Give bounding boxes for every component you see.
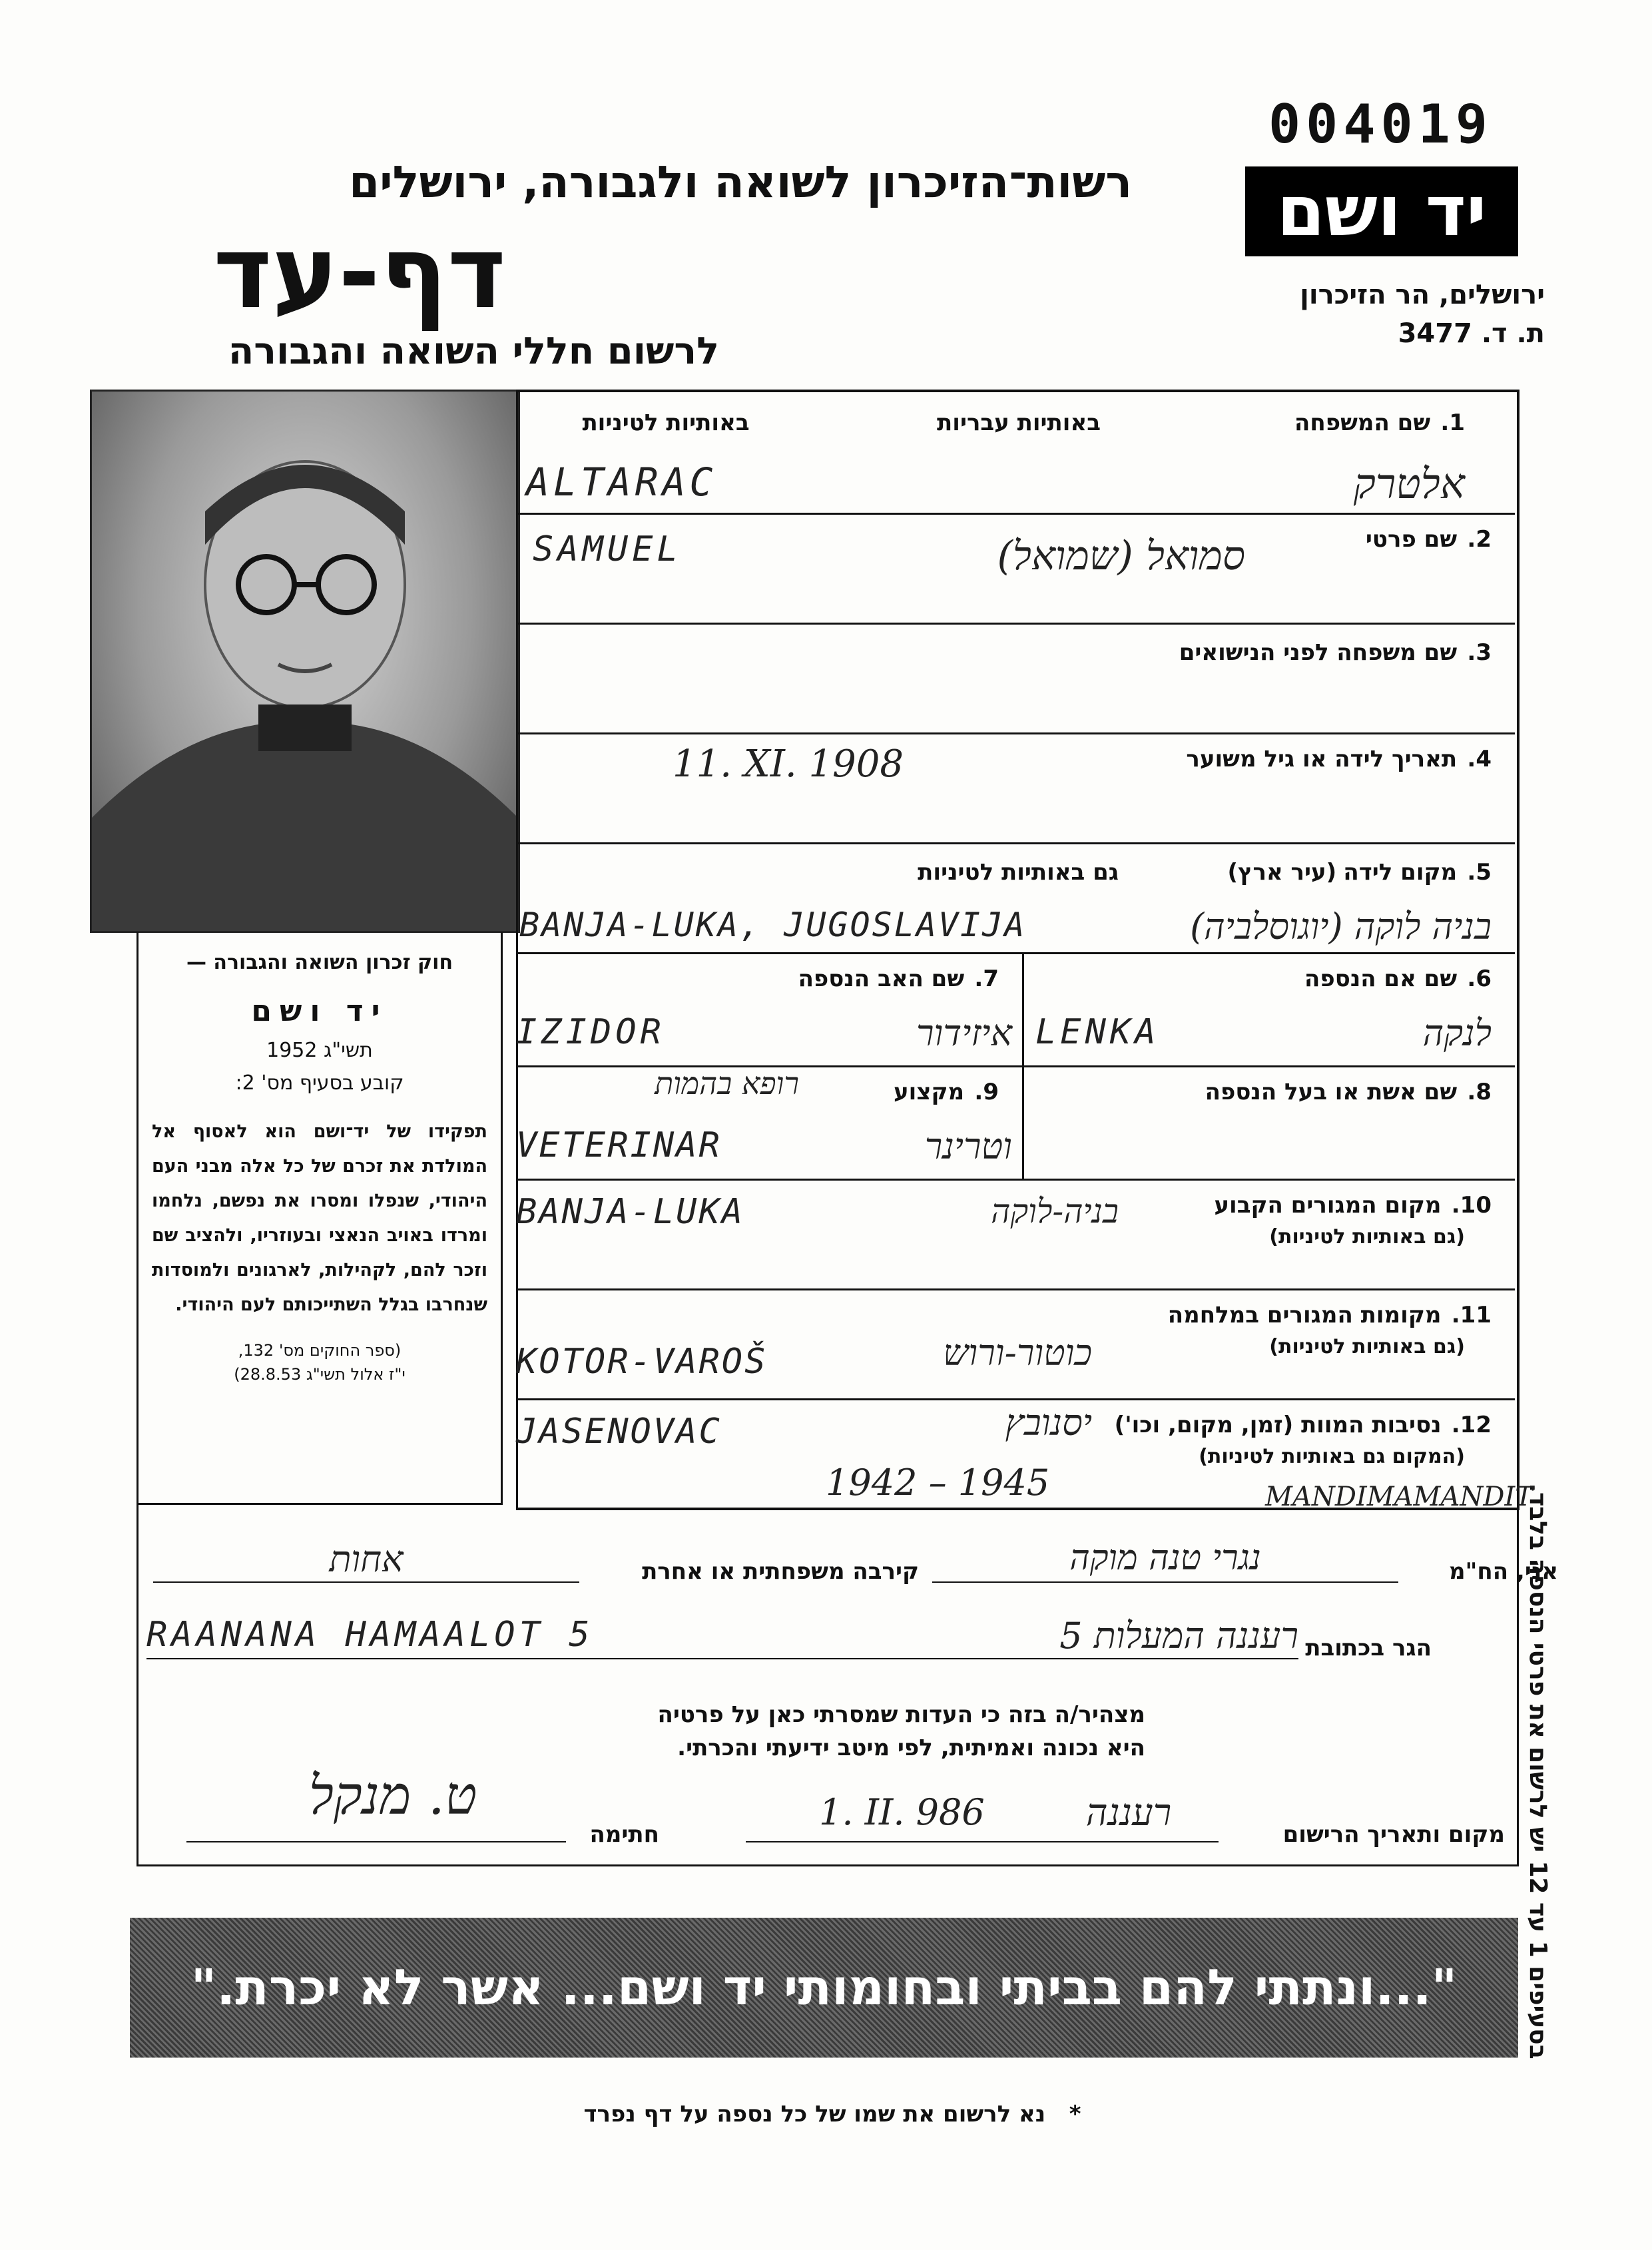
field-1-header [1225,410,1465,436]
field-12-note: (המקום גם באותיות לטיניות) [1199,1445,1465,1468]
field-number: 9. [974,1079,999,1105]
field-7-latin-value[interactable]: IZIDOR [516,1012,665,1052]
declarant-name[interactable]: נגרי טנה מוקה [1069,1538,1261,1578]
registration-date[interactable]: 1. II. 986 [819,1791,985,1833]
field-number: 11. [1451,1302,1492,1328]
field-label: מקומות המגורים במלחמה [1167,1302,1442,1328]
field-2-hebrew-value[interactable]: סמואל (שמואל) [997,533,1245,579]
authority-line: רשות־הזיכרון לשואה ולגבורה, ירושלים [349,156,1132,208]
field-5-note: גם באותיות לטיניות [918,859,1119,886]
field-1-latin-value[interactable]: ALTARAC [526,459,717,505]
field-label: מקום המגורים הקבוע [1214,1192,1442,1219]
relation-label: קירבה משפחתית או אחרת [642,1558,919,1585]
registration-place[interactable]: רעננה [1085,1791,1172,1834]
page-title: דף-עד [213,215,506,331]
quote-banner: "...ונתתי להם בביתי ובחומותי יד ושם... אשר לא יכרת." [130,1918,1518,2058]
field-10-latin-value[interactable]: BANJA-LUKA [516,1192,745,1232]
field-5-hebrew-value[interactable]: בניה לוקה (יוגוסלביה) [1190,906,1492,948]
law-reference-2: י"ז אלול תשי"ג 28.8.53) [234,1365,406,1384]
field-10-header [1132,1192,1492,1219]
field-11-latin-value[interactable]: KOTOR-VAROŠ [516,1342,768,1382]
declaration-line-1: מצהיר/ה בזה כי העדות שמסרתי כאן על פרטיה [657,1701,1145,1728]
place-date-label: מקום ותאריך הרישום [1282,1821,1505,1848]
declarant-label-i: אני, הח"מ [1449,1558,1558,1585]
field-10-hebrew-value[interactable]: בניה-לוקה [991,1192,1119,1231]
field-12-hebrew-value[interactable]: יסנובץ [1005,1402,1092,1444]
field-number: 8. [1467,1079,1492,1105]
field-label: שם אשת או בעל הנספה [1205,1079,1458,1105]
field-7-header [533,966,999,992]
field-4-value[interactable]: 11. XI. 1908 [673,742,904,786]
field-9-hebrew-value[interactable]: וטרינר [924,1125,1012,1167]
field-9-header [799,1079,999,1105]
footer-text: נא לרשום את שמו של כל נספה על דף נפרד [583,2101,1046,2127]
field-11-note: (גם באותיות לטיניות) [1269,1335,1465,1358]
field-1-hebrew-value[interactable]: אלטרק [1353,459,1465,508]
portrait-photo [90,390,520,933]
field-number: 5. [1467,859,1492,886]
field-2-latin-value[interactable]: SAMUEL [533,529,682,569]
law-clause: קובע בסעיף מס' 2: [235,1071,404,1095]
logo-address-1: ירושלים, הר הזיכרון [1300,280,1545,310]
address-latin[interactable]: RAANANA HAMAALOT 5 [146,1615,594,1655]
field-label: מקצוע [893,1079,965,1105]
field-3-header [999,639,1492,666]
field-11-hebrew-value[interactable]: כוטור-ורוש [943,1332,1092,1374]
declaration-line-2: היא נכונה ואמיתית, לפי מיטב ידיעתי והכרתי. [677,1735,1145,1761]
field-label: שם פרטי [1365,526,1458,553]
field-number: 6. [1467,966,1492,992]
field-number: 4. [1467,746,1492,772]
law-year: תשי"ג 1952 [266,1039,373,1062]
field-label: שם המשפחה [1294,410,1431,436]
page-subtitle: לרשום חללי השואה והגבורה [228,330,719,373]
field-2-header [1225,526,1492,553]
serial-number: 004019 [1268,93,1493,155]
field-9-annotation[interactable]: רופא בהמות [655,1065,799,1101]
relation-value[interactable]: אחות [329,1538,404,1580]
field-number: 7. [974,966,999,992]
address-label: הגר בכתובת [1305,1635,1432,1661]
field-label: שם אם הנספה [1304,966,1458,992]
logo-address-2: ת. ד. 3477 [1398,318,1545,349]
field-number: 2. [1467,526,1492,553]
signature[interactable]: ט. מנקל [308,1765,477,1827]
footer-note [466,2101,1199,2127]
field-label: מקום לידה [1343,859,1458,886]
law-text: תפקידו של יד־ושם הוא לאסוף אל המולדת את זכרם של כל אלה מבני העם היהודי, שנפלו ומסרו את נפשם, נלחמו ומרדו באויב הנאצי ובעוזריו, ולהציב שם וזכר להם, לקהילות, לארגונים ולמוסדות שנחרבו בגלל השתייכותם לעם היהודי. [152,1121,487,1315]
field-label: שם משפחה לפני הנישואים [1179,639,1458,666]
field-number: 10. [1451,1192,1492,1219]
law-heading: חוק זכרון השואה והגבורה — [186,951,453,974]
field-label-note: (עיר ארץ) [1227,859,1337,886]
side-note: בסעיפים 1 עד 12 יש לרשום את פרטי הנספה בלבד. [1524,1483,1551,2060]
portrait-figure-icon [92,392,518,931]
column-latin: באותיות לטיניות [582,410,750,436]
field-label: תאריך לידה או גיל משוער [1186,746,1458,772]
yad-vashem-logo: יד ושם [1245,166,1518,256]
field-10-note: (גם באותיות לטיניות) [1269,1225,1465,1249]
field-5-latin-value[interactable]: BANJA-LUKA, JUGOSLAVIJA [519,906,1027,944]
law-reference-1: (ספר החוקים מס' 132, [238,1341,402,1360]
field-label: נסיבות המוות (זמן, מקום, וכו') [1114,1412,1442,1438]
field-11-header [1092,1302,1492,1328]
field-number: 3. [1467,639,1492,666]
field-label: שם האב הנספה [798,966,965,992]
address-hebrew[interactable]: רעננה המעלות 5 [1059,1615,1298,1657]
field-4-header [999,746,1492,772]
footer-star: * [1069,2101,1081,2127]
field-12-years[interactable]: 1942 – 1945 [826,1462,1050,1504]
field-number: 12. [1451,1412,1492,1438]
declarant-name-overflow[interactable]: MANDIMAMANDIT [1265,1482,1533,1512]
field-6-header [1039,966,1492,992]
field-6-hebrew-value[interactable]: לנקה [1422,1012,1492,1054]
field-9-latin-value[interactable]: VETERINAR [516,1125,722,1165]
field-6-latin-value[interactable]: LENKA [1035,1012,1160,1052]
field-5-header [1132,859,1492,886]
law-box [137,932,503,1505]
field-8-header [1039,1079,1492,1105]
column-hebrew: באותיות עבריות [937,410,1101,436]
signature-label: חתימה [589,1821,659,1848]
field-7-hebrew-value[interactable]: איזידור [916,1012,1012,1054]
field-12-latin-value[interactable]: JASENOVAC [516,1412,722,1452]
law-name: יד ושם [251,994,388,1028]
field-number: 1. [1440,410,1465,436]
